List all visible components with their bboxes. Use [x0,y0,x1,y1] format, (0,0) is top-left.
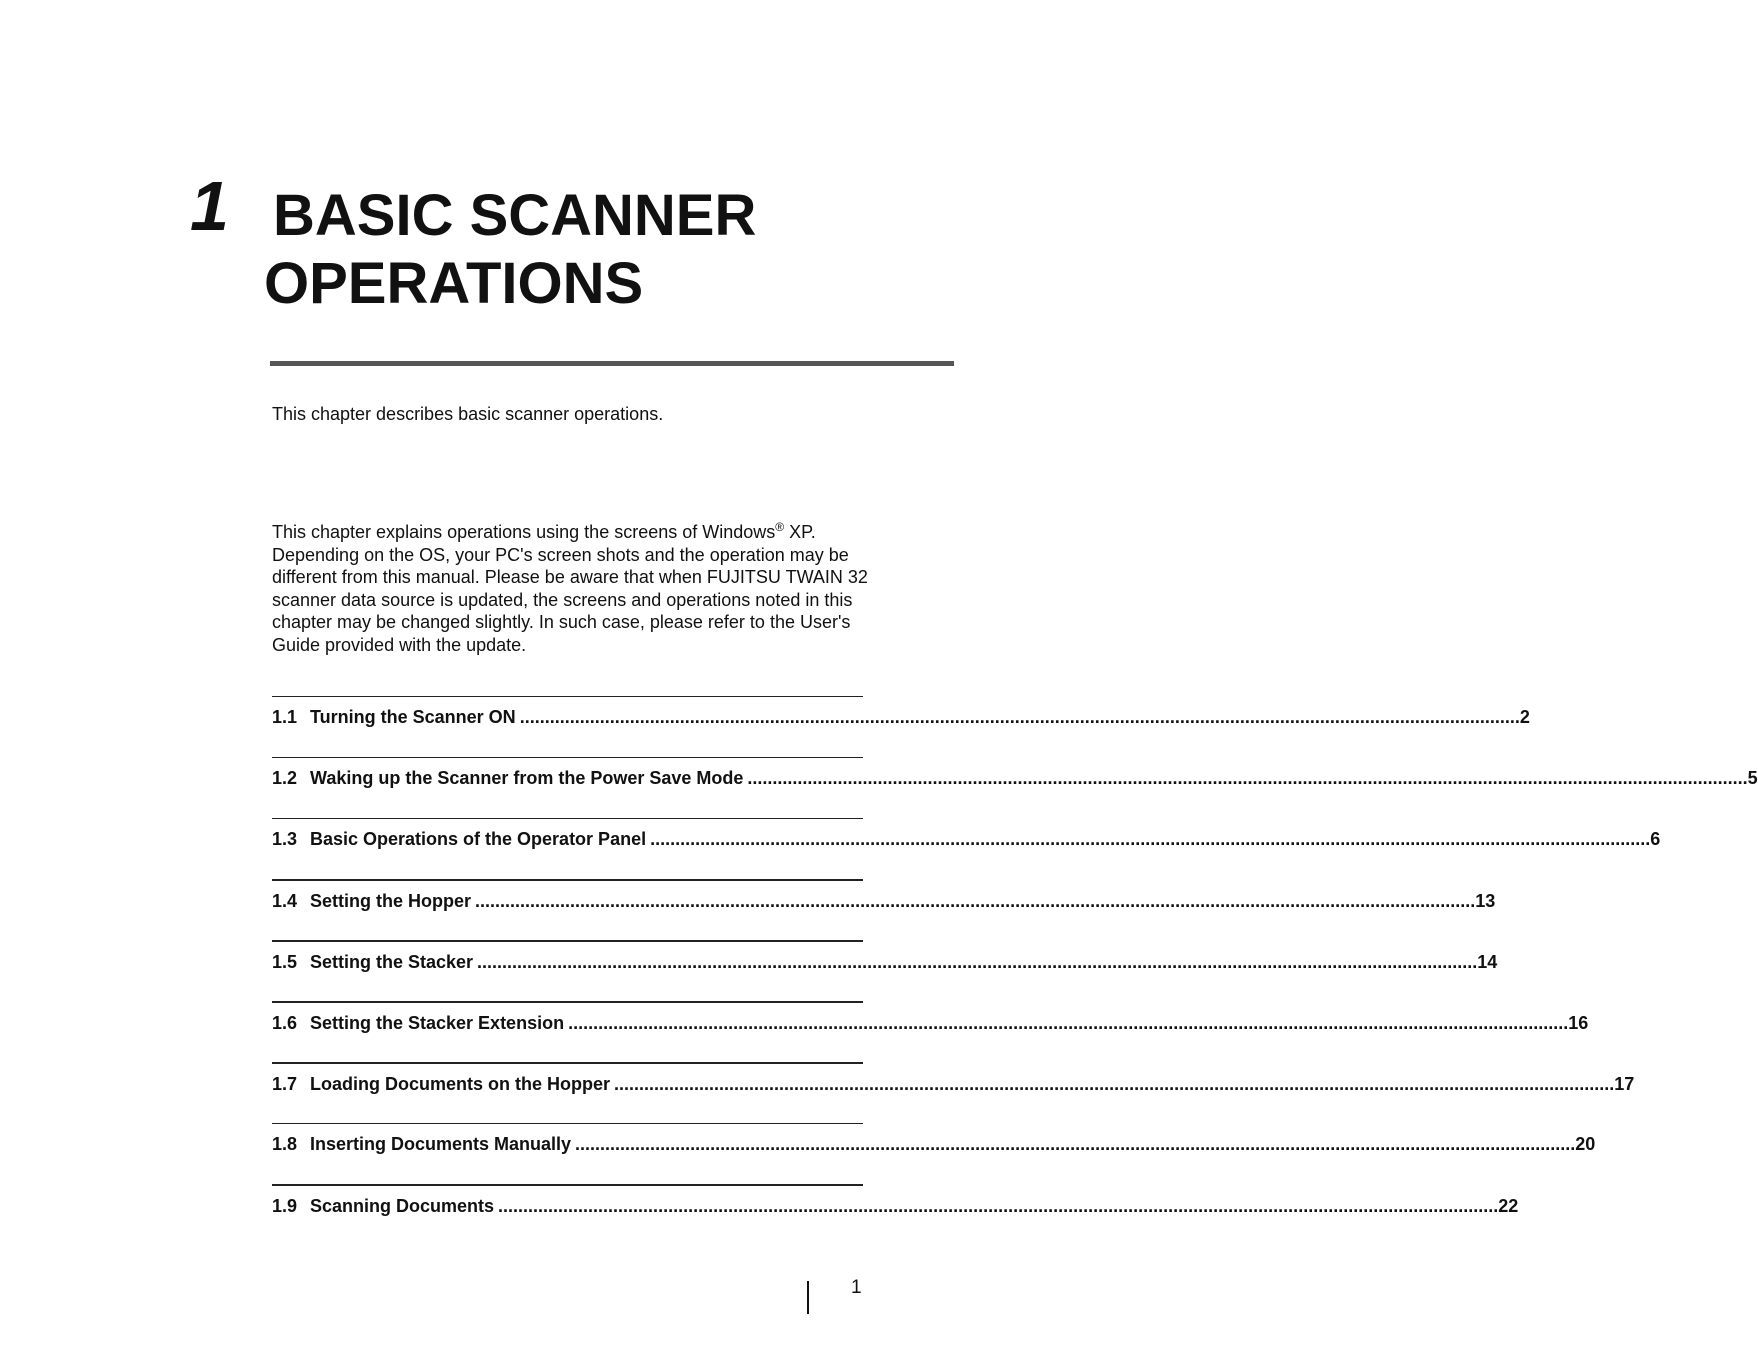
toc-entry-page: 20 [1575,1134,1596,1154]
os-note-text-start: This chapter explains operations using the screens of Windows [272,522,776,542]
chapter-title-line-1: BASIC SCANNER [273,183,757,248]
table-of-contents [272,696,1758,1244]
chapter-title [264,182,756,318]
toc-dot-leader: ........................................................................................................................................................................................................ [747,768,1748,788]
toc-entry-page: 16 [1568,1013,1589,1033]
toc-entry-number: 1.4 [272,891,298,911]
toc-entry-page: 13 [1475,891,1496,911]
toc-dot-leader: ........................................................................................................................................................................................................ [498,1196,1499,1216]
toc-entry-1-3[interactable] [272,818,1661,878]
toc-entry-title: Inserting Documents Manually [310,1134,572,1154]
toc-entry-page: 5 [1747,768,1758,788]
toc-entry-number: 1.2 [272,768,298,788]
toc-entry-number: 1.7 [272,1074,298,1094]
toc-entry-title: Basic Operations of the Operator Panel [310,829,647,849]
toc-entry-1-2[interactable] [272,757,1758,817]
toc-entry-page: 17 [1614,1074,1635,1094]
toc-entry-number: 1.6 [272,1013,298,1033]
page-number: 1 [851,1277,862,1298]
toc-entry-number: 1.8 [272,1134,298,1154]
toc-entry-title: Setting the Stacker Extension [310,1013,565,1033]
intro-paragraph: This chapter describes basic scanner operations. [272,404,664,424]
toc-entry-title: Waking up the Scanner from the Power Save Mode [310,768,744,788]
chapter-title-line-2: OPERATIONS [264,251,644,316]
os-note-paragraph [272,521,872,656]
toc-dot-leader: ........................................................................................................................................................................................................ [519,707,1520,727]
toc-entry-title: Turning the Scanner ON [310,707,516,727]
page-marker-bar [807,1281,809,1314]
toc-entry-title: Setting the Hopper [310,891,471,911]
toc-entry-title: Loading Documents on the Hopper [310,1074,610,1094]
toc-dot-leader: ........................................................................................................................................................................................................ [614,1074,1615,1094]
toc-entry-1-9[interactable] [272,1184,1519,1244]
toc-entry-number: 1.3 [272,829,298,849]
toc-entry-title: Setting the Stacker [310,952,474,972]
toc-entry-page: 22 [1498,1196,1519,1216]
toc-dot-leader: ........................................................................................................................................................................................................ [475,891,1476,911]
registered-mark: ® [775,520,785,534]
toc-entry-number: 1.5 [272,952,298,972]
toc-dot-leader: ........................................................................................................................................................................................................ [568,1013,1569,1033]
toc-entry-page: 6 [1650,829,1661,849]
toc-entry-number: 1.9 [272,1196,298,1216]
toc-dot-leader: ........................................................................................................................................................................................................ [477,952,1478,972]
chapter-number: 1 [190,167,228,245]
toc-entry-1-5[interactable] [272,940,1498,1000]
toc-entry-page: 14 [1477,952,1498,972]
toc-entry-1-7[interactable] [272,1062,1635,1122]
os-note-text-end: XP. Depending on the OS, your PC's screen shots and the operation may be different from this manual. Please be aware that when FUJITSU TWAIN 32 scanner data source is updated, the screens and operations noted in this chapter may be changed slightly. In such case, please refer to the User's Guide provided with the update. [272,522,868,655]
toc-entry-title: Scanning Documents [310,1196,495,1216]
title-divider [270,361,954,366]
toc-entry-1-1[interactable] [272,696,1530,756]
toc-entry-page: 2 [1519,707,1530,727]
toc-dot-leader: ........................................................................................................................................................................................................ [575,1134,1576,1154]
toc-entry-1-6[interactable] [272,1001,1589,1061]
toc-entry-1-4[interactable] [272,879,1496,939]
toc-dot-leader: ........................................................................................................................................................................................................ [650,829,1651,849]
toc-entry-1-8[interactable] [272,1123,1596,1183]
toc-entry-number: 1.1 [272,707,298,727]
